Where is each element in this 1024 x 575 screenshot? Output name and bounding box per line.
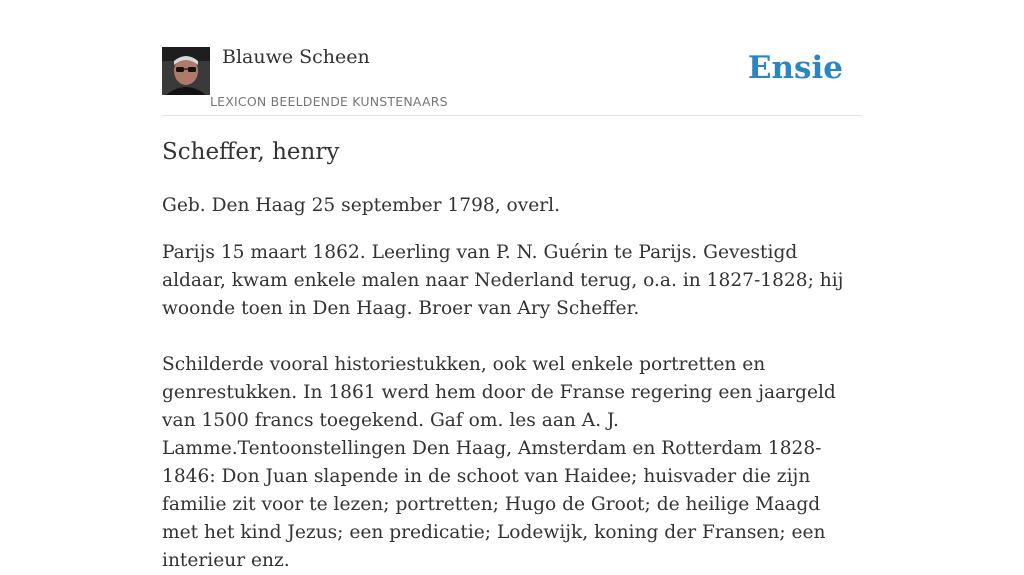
ensie-logo[interactable]: Ensie: [747, 50, 843, 86]
article-paragraph-3: Schilderde vooral historiestukken, ook wel enkele portretten en genrestukken. In 1861 werd hem door de Franse regering een jaargeld van 1500 francs toegekend. Gaf om. les aan A. J. Lamme.Tentoonstellingen Den Haag, Amsterdam en Rotterdam 1828-1846: Don Juan slapende in de schoot van Haidee; huisvader die zijn familie zit voor te lezen; portretten; Hugo de Groot; de heilige Maagd met het kind Jezus; een predicatie; Lodewijk, koning der Fransen; een interieur enz.: [162, 354, 836, 571]
page-container: [162, 0, 862, 571]
article-paragraph-1: Geb. Den Haag 25 september 1798, overl.: [162, 195, 560, 216]
category-label[interactable]: LEXICON BEELDENDE KUNSTENAARS: [210, 94, 448, 109]
avatar[interactable]: [162, 47, 210, 95]
article-paragraph-2: Parijs 15 maart 1862. Leerling van P. N. Guérin te Parijs. Gevestigd aldaar, kwam enkele malen naar Nederland terug, o.a. in 1827-1828; hij woonde toen in Den Haag. Broer van Ary Scheffer.: [162, 242, 844, 319]
article-title: Scheffer, henry: [162, 139, 340, 165]
header: [162, 0, 862, 116]
author-name[interactable]: Blauwe Scheen: [222, 46, 370, 68]
avatar-photo: [162, 47, 210, 95]
